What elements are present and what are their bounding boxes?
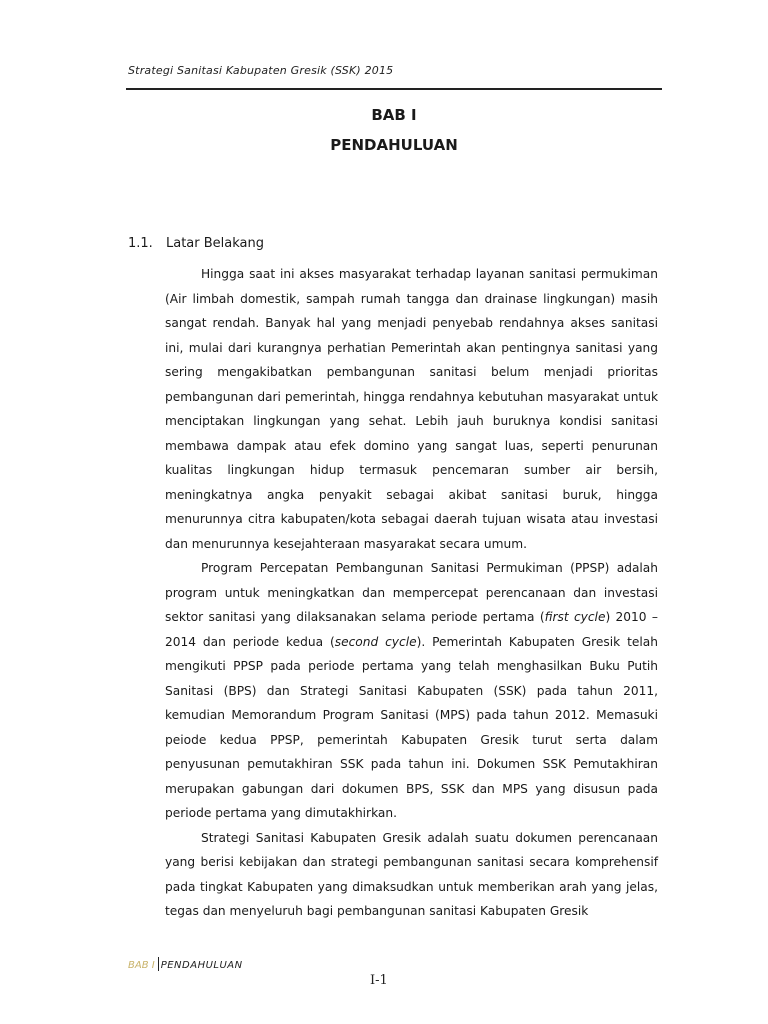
page-number: I-1 — [370, 973, 388, 988]
paragraph-2-part-a: Program Percepatan Pembangunan Sanitasi Permukiman (PPSP) adalah program untuk meningkatkan dan mempercepat perencanaan dan investasi sektor sanitasi yang dilaksanakan selama periode pertama ( — [165, 561, 658, 624]
section-number: 1.1. — [128, 236, 153, 251]
paragraph-2 — [165, 556, 658, 826]
footer-chapter-label — [128, 957, 243, 971]
chapter-number: BAB I — [371, 106, 417, 124]
paragraph-3: Strategi Sanitasi Kabupaten Gresik adalah suatu dokumen perencanaan yang berisi kebijakan dan strategi pembangunan sanitasi secara komprehensif pada tingkat Kabupaten yang dimaksudkan untuk memberikan arah yang jelas, tegas dan menyeluruh bagi pembangunan sanitasi Kabupaten Gresik — [165, 830, 658, 918]
section-title: Latar Belakang — [166, 236, 265, 251]
second-cycle-term: second cycle — [334, 634, 417, 649]
chapter-title: PENDAHULUAN — [330, 136, 458, 154]
footer-separator — [158, 957, 159, 971]
first-cycle-term: first cycle — [544, 610, 606, 624]
paragraph-2-part-b: ) 2010 – 2014 dan periode kedua ( — [165, 610, 658, 649]
header-divider — [126, 88, 662, 90]
footer-chapter-title: PENDAHULUAN — [160, 960, 243, 971]
body-text — [165, 262, 658, 924]
footer-chapter-number: BAB I — [128, 960, 155, 971]
section-heading — [128, 236, 264, 251]
paragraph-2-part-c: ). Pemerintah Kabupaten Gresik telah mengikuti PPSP pada periode pertama yang telah menghasilkan Buku Putih Sanitasi (BPS) dan Strategi Sanitasi Kabupaten (SSK) pada tahun 2011, kemudian Memorandum Program Sanitasi (MPS) pada tahun 2012. Memasuki peiode kedua PPSP, pemerintah Kabupaten Gresik turut serta dalam penyusunan pemutakhiran SSK pada tahun ini. Dokumen SSK Pemutakhiran merupakan gabungan dari dokumen BPS, SSK dan MPS yang disusun pada periode pertama yang dimutakhirkan. — [165, 634, 658, 820]
paragraph-1: Hingga saat ini akses masyarakat terhadap layanan sanitasi permukiman (Air limbah domestik, sampah rumah tangga dan drainase lingkungan) masih sangat rendah. Banyak hal yang menjadi penyebab rendahnya akses sanitasi ini, mulai dari kurangnya perhatian Pemerintah akan pentingnya sanitasi yang sering mengakibatkan pembangunan sanitasi belum menjadi prioritas pembangunan dari pemerintah, hingga rendahnya kebutuhan masyarakat untuk menciptakan lingkungan yang sehat. Lebih jauh buruknya kondisi sanitasi membawa dampak atau efek domino yang sangat luas, seperti penurunan kualitas lingkungan hidup termasuk pencemaran sumber air bersih, meningkatnya angka penyakit sebagai akibat sanitasi buruk, hingga menurunnya citra kabupaten/kota sebagai daerah tujuan wisata atau investasi dan menurunnya kesejahteraan masyarakat secara umum. — [165, 267, 658, 551]
running-header: Strategi Sanitasi Kabupaten Gresik (SSK) 2015 — [128, 64, 394, 77]
